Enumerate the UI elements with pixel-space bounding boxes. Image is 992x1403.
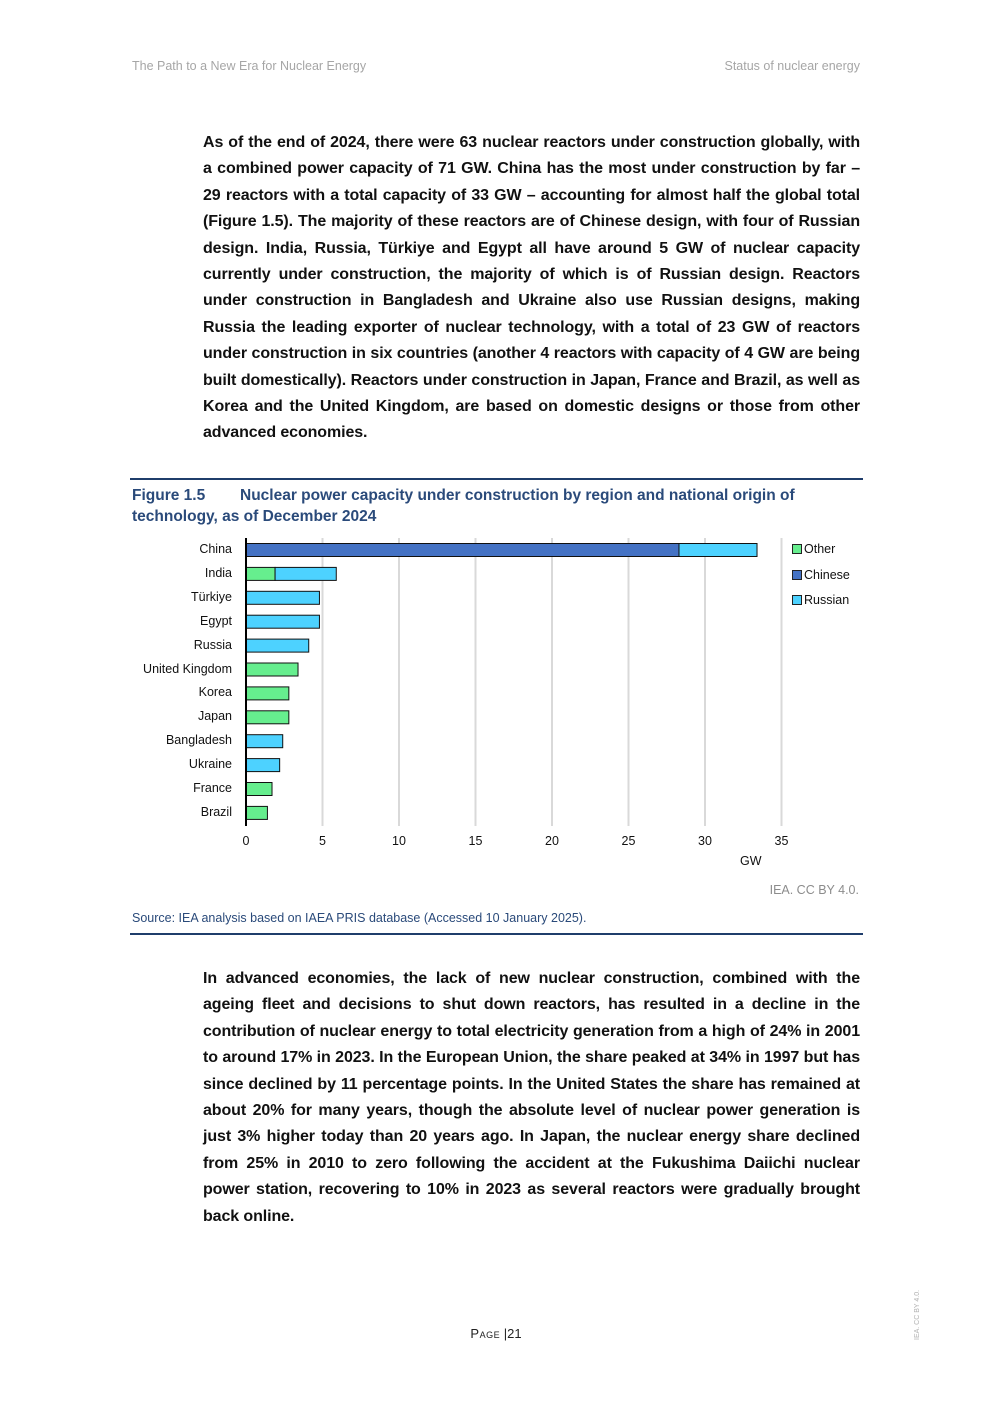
category-label: Türkiye <box>191 589 232 604</box>
body-paragraph-2: In advanced economies, the lack of new nuclear construction, combined with the ageing fleet and decisions to shut down reactors, has resulted in a decline in the contribution of nuclear energy to total electricity generation from a high of 24% in 2001 to around 17% in 2023. In the European Union, the share peaked at 34% in 1997 but has since declined by 11 percentage points. In the United States the share has remained at about 20% for many years, though the absolute level of nuclear power generation is just 3% higher today than 20 years ago. In Japan, the nuclear energy share declined from 25% in 2010 to zero following the accident at the Fukushima Daiichi nuclear power station, recovering to 10% in 2023 as several reactors were gradually brought back online. <box>203 970 860 1225</box>
legend-item-chinese <box>792 568 850 582</box>
legend-label: Russian <box>804 593 850 607</box>
page-number-value: 21 <box>507 1326 522 1341</box>
running-header-section: Status of nuclear energy <box>724 59 860 73</box>
x-tick-label: 25 <box>621 834 636 848</box>
page-separator: | <box>503 1326 508 1341</box>
bar-china-russian <box>679 544 757 557</box>
figure-credit: IEA. CC BY 4.0. <box>769 883 859 897</box>
page-word: Page <box>470 1326 501 1341</box>
legend-swatch <box>792 544 802 554</box>
bar-brazil-other <box>246 806 267 819</box>
category-label: Egypt <box>200 613 232 628</box>
figure-source: Source: IEA analysis based on IAEA PRIS database (Accessed 10 January 2025). <box>132 911 587 925</box>
x-tick-label: 30 <box>698 834 712 848</box>
bar-japan-other <box>246 711 289 724</box>
category-label: Japan <box>197 709 232 724</box>
bar-korea-other <box>246 687 289 700</box>
bar-china-chinese <box>246 544 679 557</box>
figure-number: Figure 1.5 <box>132 487 206 504</box>
bar-russia-russian <box>246 639 309 652</box>
category-label: Bangladesh <box>165 733 232 748</box>
figure-title: Nuclear power capacity under construction by region and national origin of technology, as of December 2024 <box>132 487 795 525</box>
category-label: Brazil <box>200 804 232 819</box>
x-tick-label: 5 <box>319 834 326 848</box>
legend-swatch <box>792 595 802 605</box>
figure-bottom-rule <box>130 933 863 935</box>
legend-swatch <box>792 570 802 580</box>
bar-bangladesh-russian <box>246 735 283 748</box>
category-label: Russia <box>193 637 232 652</box>
bar-france-other <box>246 783 272 796</box>
page-number <box>0 1326 992 1341</box>
category-label: Ukraine <box>188 757 232 772</box>
x-axis-title: GW <box>740 854 762 868</box>
category-label: India <box>204 565 232 580</box>
category-label: France <box>193 781 232 795</box>
side-credit: IEA. CC BY 4.0. <box>914 1289 921 1340</box>
bar-türkiye-russian <box>246 591 319 604</box>
category-label: China <box>199 542 232 556</box>
bar-india-other <box>246 567 275 580</box>
x-tick-label: 35 <box>774 834 789 848</box>
bar-egypt-russian <box>246 615 319 628</box>
legend-label: Other <box>804 542 836 556</box>
category-label: Korea <box>198 685 232 700</box>
legend-item-other <box>792 542 835 556</box>
bar-ukraine-russian <box>246 759 280 772</box>
bar-united-kingdom-other <box>246 663 298 676</box>
body-paragraph-1: As of the end of 2024, there were 63 nuclear reactors under construction globally, with a combined power capacity of 71 GW. China has the most under construction by far – 29 reactors with a total capacity of 33 GW – accounting for almost half the global total (Figure 1.5). The majority of these reactors are of Chinese design, with four of Russian design. India, Russia, Türkiye and Egypt all have around 5 GW of nuclear capacity currently under construction, the majority of which is of Russian design. Reactors under construction in Bangladesh and Ukraine also use Russian designs, making Russia the leading exporter of nuclear technology, with a total of 23 GW of reactors under construction in six countries (another 4 reactors with capacity of 4 GW are being built domestically). Reactors under construction in Japan, France and Brazil, as well as Korea and the United Kingdom, are based on domestic designs or those from other advanced economies. <box>203 134 860 442</box>
x-tick-label: 20 <box>545 834 559 848</box>
x-tick-label: 15 <box>468 834 483 848</box>
category-label: United Kingdom <box>143 661 232 676</box>
x-tick-label: 10 <box>392 834 406 848</box>
legend-label: Chinese <box>804 567 850 582</box>
bar-india-russian <box>275 567 336 580</box>
running-header-title: The Path to a New Era for Nuclear Energy <box>132 59 367 73</box>
legend-item-russian <box>792 593 849 607</box>
x-tick-label: 0 <box>242 834 250 848</box>
